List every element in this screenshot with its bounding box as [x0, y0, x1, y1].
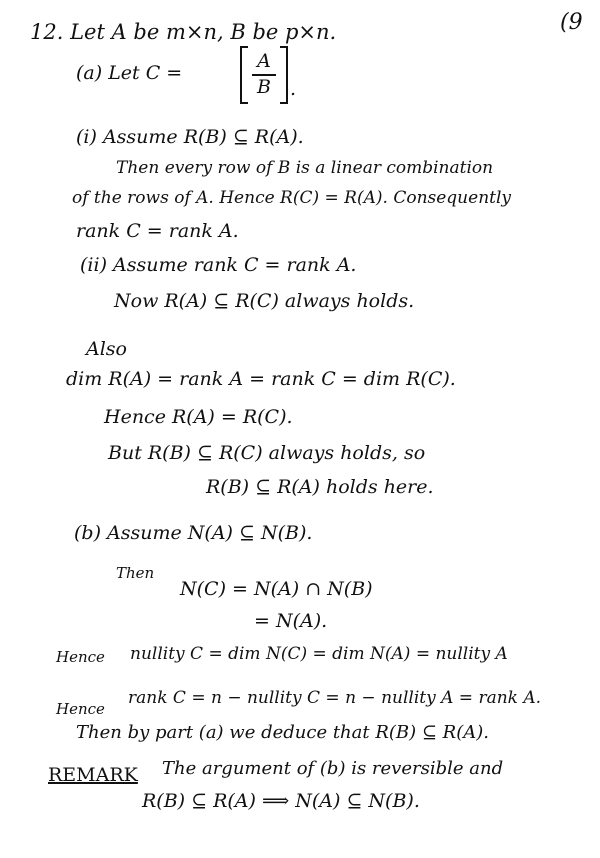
text-line: Hence R(A) = R(C). [104, 406, 293, 428]
equation-line: rank C = n − nullity C = n − nullity A = rank A. [128, 688, 542, 708]
text-line: Hence [56, 700, 105, 718]
right-bracket [280, 46, 288, 104]
text-line: Then by part (a) we deduce that R(B) ⊆ R(A). [76, 722, 489, 743]
left-bracket [240, 46, 248, 104]
text-line: Then [116, 564, 155, 582]
matrix-entry-top: A [257, 50, 271, 72]
matrix-entry-bottom: B [257, 76, 271, 98]
text-line: rank C = rank A. [76, 220, 239, 242]
equation-line: = N(A). [254, 610, 328, 632]
block-matrix-c [240, 46, 288, 102]
equation-line: nullity C = dim N(C) = dim N(A) = nullity A [130, 644, 508, 664]
text-line: Now R(A) ⊆ R(C) always holds. [114, 290, 415, 312]
part-b-assumption: (b) Assume N(A) ⊆ N(B). [74, 522, 313, 544]
equation-line: R(B) ⊆ R(A) ⟹ N(A) ⊆ N(B). [142, 790, 420, 812]
remark-label: REMARK [48, 764, 138, 786]
part-a-ii-assumption: (ii) Assume rank C = rank A. [80, 254, 357, 276]
matrix-period: . [290, 78, 297, 100]
text-line: Also [86, 338, 127, 360]
part-a-heading: (a) Let C = [76, 62, 183, 84]
page-number: (9 [560, 10, 583, 35]
problem-statement: 12. Let A be m×n, B be p×n. [30, 20, 337, 44]
text-line: Then every row of B is a linear combination [116, 158, 494, 178]
text-line: But R(B) ⊆ R(C) always holds, so [108, 442, 426, 464]
text-line: The argument of (b) is reversible and [162, 758, 504, 779]
text-line: Hence [56, 648, 105, 666]
part-a-i-assumption: (i) Assume R(B) ⊆ R(A). [76, 126, 304, 148]
text-line: of the rows of A. Hence R(C) = R(A). Consequently [72, 188, 512, 208]
text-line: R(B) ⊆ R(A) holds here. [206, 476, 434, 498]
equation-line: N(C) = N(A) ∩ N(B) [180, 578, 373, 600]
equation-line: dim R(A) = rank A = rank C = dim R(C). [66, 368, 456, 390]
